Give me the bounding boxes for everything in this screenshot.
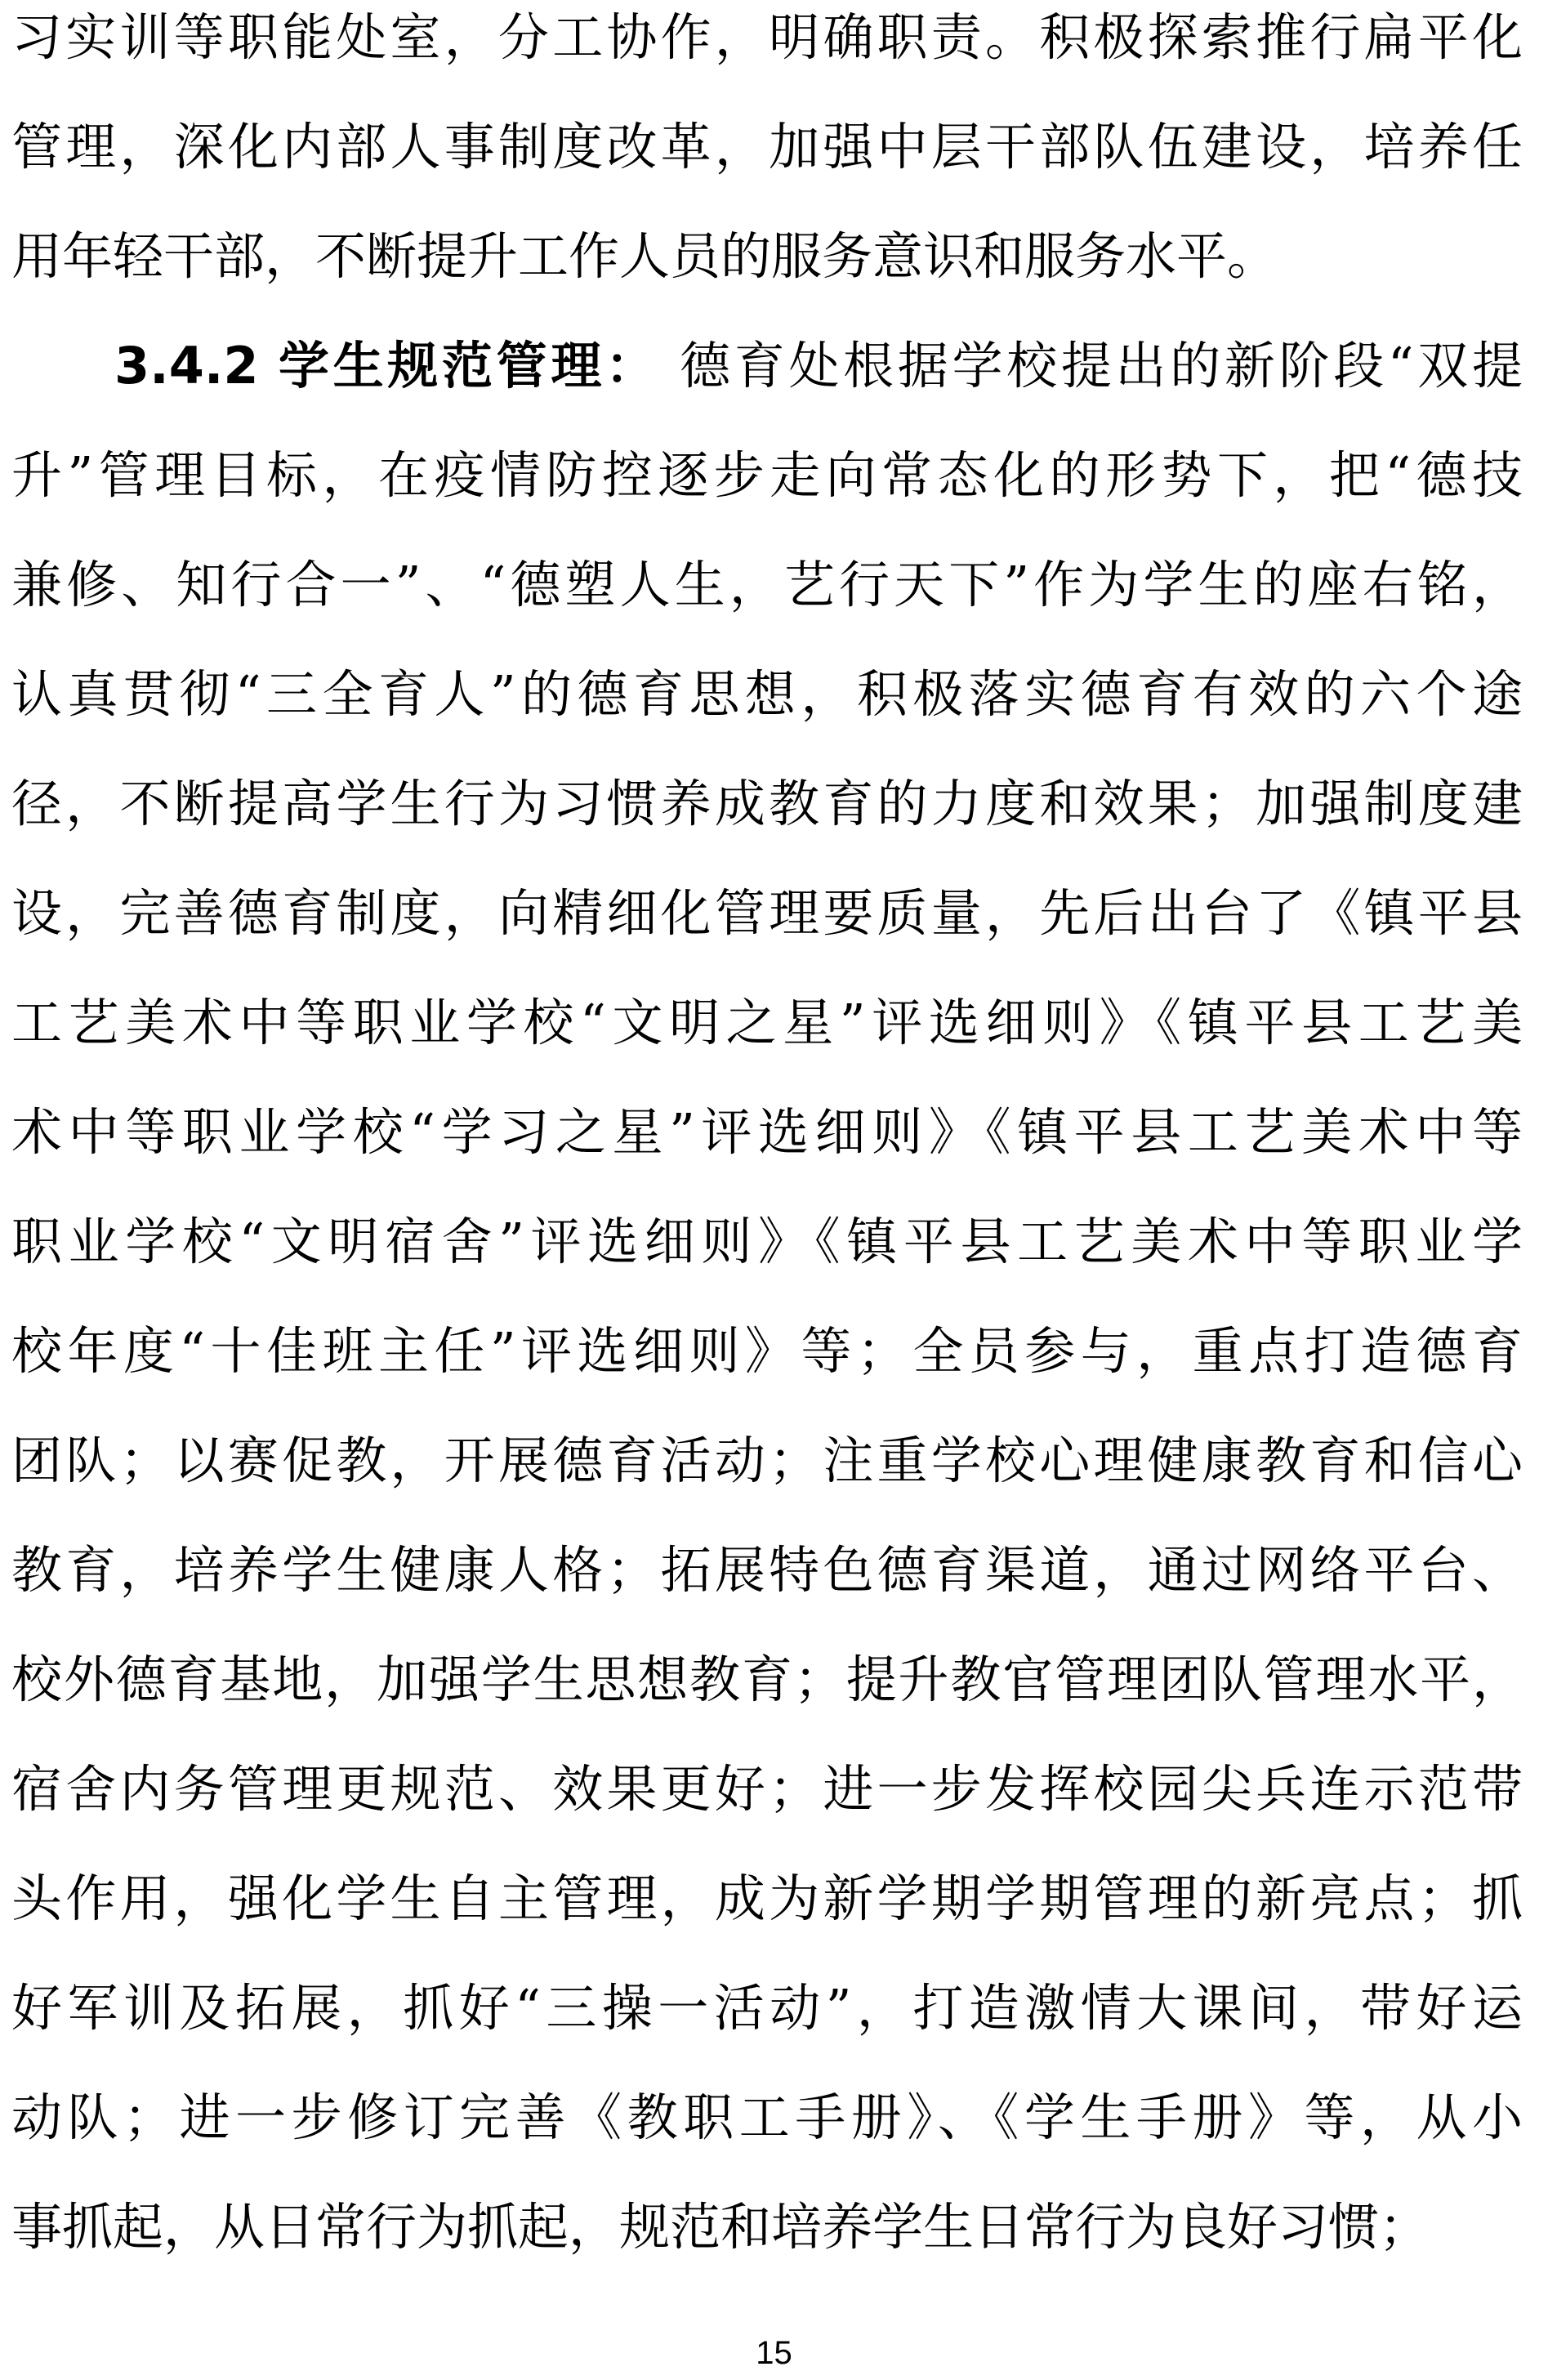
body-text-line: 事抓起，从日常行为抓起，规范和培养学生日常行为良好习惯； xyxy=(11,2197,1430,2257)
body-text-line: 校年度“十佳班主任”评选细则》等；全员参与，重点打造德育 xyxy=(11,1321,1523,1381)
body-text-line: 头作用，强化学生自主管理，成为新学期学期管理的新亮点；抓 xyxy=(11,1869,1523,1928)
body-text-line: 认真贯彻“三全育人”的德育思想，积极落实德育有效的六个途 xyxy=(11,664,1523,724)
section-number: 3.4.2 xyxy=(114,336,259,395)
body-text-line: 用年轻干部，不断提升工作人员的服务意识和服务水平。 xyxy=(11,226,1278,286)
section-heading-line xyxy=(114,325,1523,407)
body-text-line: 习实训等职能处室，分工协作，明确职责。积极探索推行扁平化 xyxy=(11,7,1523,67)
body-text-line: 职业学校“文明宿舍”评选细则》《镇平县工艺美术中等职业学 xyxy=(11,1212,1523,1271)
page-number: 15 xyxy=(756,2335,792,2371)
body-text-line: 升”管理目标，在疫情防控逐步走向常态化的形势下，把“德技 xyxy=(11,445,1523,505)
body-text-line: 校外德育基地，加强学生思想教育；提升教官管理团队管理水平， xyxy=(11,1650,1523,1709)
body-text-line: 术中等职业学校“学习之星”评选细则》《镇平县工艺美术中等 xyxy=(11,1102,1523,1162)
body-text-line: 动队；进一步修订完善《教职工手册》、《学生手册》等，从小 xyxy=(11,2088,1523,2147)
body-text-line: 好军训及拓展，抓好“三操一活动”，打造激情大课间，带好运 xyxy=(11,1978,1523,2038)
body-text-line: 径，不断提高学生行为习惯养成教育的力度和效果；加强制度建 xyxy=(11,774,1523,833)
section-title: 学生规范管理： xyxy=(278,336,660,395)
body-text-line: 宿舍内务管理更规范、效果更好；进一步发挥校园尖兵连示范带 xyxy=(11,1759,1523,1819)
body-text-line: 教育，培养学生健康人格；拓展特色德育渠道，通过网络平台、 xyxy=(11,1540,1523,1600)
body-text-line: 兼修、知行合一”、“德塑人生，艺行天下”作为学生的座右铭， xyxy=(11,555,1523,614)
body-text-line: 团队；以赛促教，开展德育活动；注重学校心理健康教育和信心 xyxy=(11,1431,1523,1490)
body-text-line: 工艺美术中等职业学校“文明之星”评选细则》《镇平县工艺美 xyxy=(11,993,1523,1052)
body-text-line: 设，完善德育制度，向精细化管理要质量，先后出台了《镇平县 xyxy=(11,883,1523,943)
body-text-segment: 德育处根据学校提出的新阶段“双提 xyxy=(680,336,1523,395)
body-text-line: 管理，深化内部人事制度改革，加强中层干部队伍建设，培养任 xyxy=(11,117,1523,176)
